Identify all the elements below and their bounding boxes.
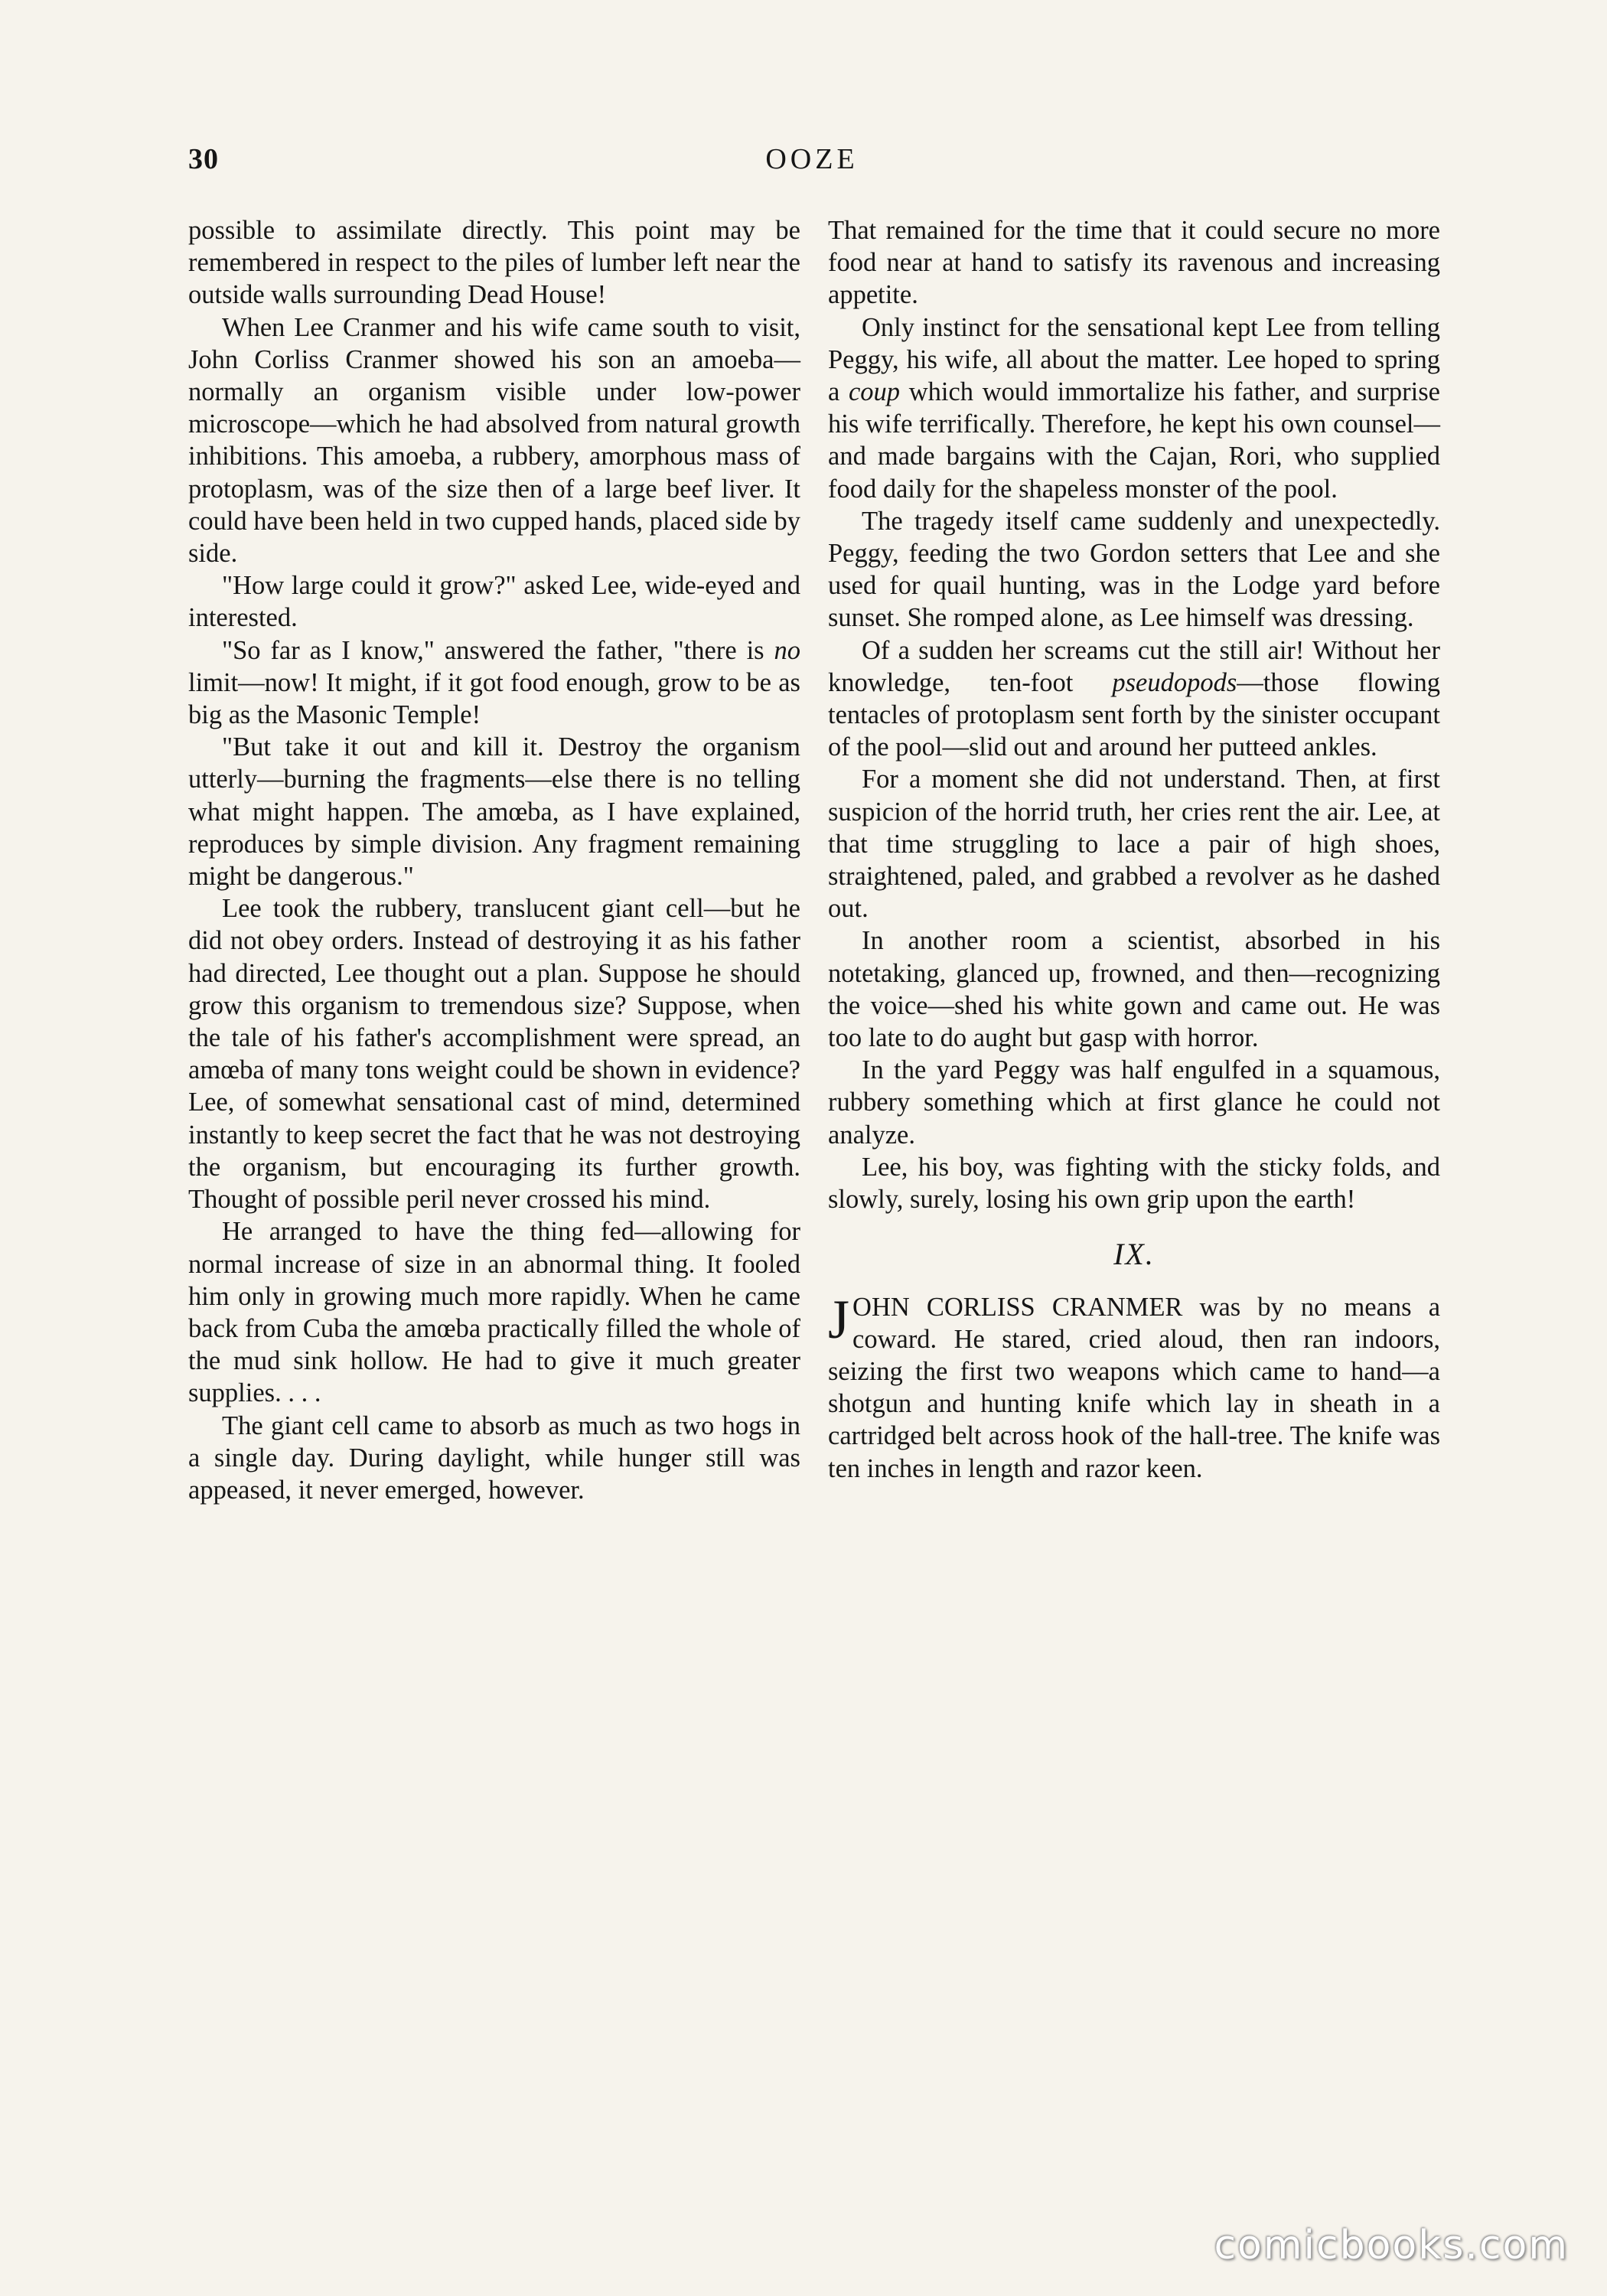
left-paragraph-1: possible to assimilate directly. This point may be remembered in respect to the piles of lumber left near the outside walls surrounding Dead House! xyxy=(188,216,800,310)
right-paragraph-4-text-b: —those flowing tentacles of protoplasm sent forth by the sinister occupant of the pool—slid out and around her putteed ankles. xyxy=(828,667,1440,762)
page-number: 30 xyxy=(188,143,219,175)
right-paragraph-2-text-b: which would immortalize his father, and surprise his wife terrifically. Therefore, he kept his own counsel—and made bargains with the Cajan, Rori, who supplied food daily for the shapeless monster of the pool. xyxy=(828,377,1440,504)
right-paragraph-3: The tragedy itself came suddenly and unexpectedly. Peggy, feeding the two Gordon setters that Lee and she used for quail hunting, was in the Lodge yard before sunset. She romped alone, as Lee himself was dressing. xyxy=(828,506,1440,633)
left-paragraph-4-emphasis: no xyxy=(774,635,800,665)
left-paragraph-7: He arranged to have the thing fed—allowing for normal increase of size in an abnormal thing. It fooled him only in growing much more rapidly. When he came back from Cuba the amœba practically filled the whole of the mud sink hollow. He had to give it much greater supplies. . . . xyxy=(188,1217,800,1408)
left-paragraph-6: Lee took the rubbery, translucent giant cell—but he did not obey orders. Instead of destroying it as his father had directed, Lee thought out a plan. Suppose he should grow this organism to tremendous size? Suppose, when the tale of his father's accomplishment were spread, an amœba of many tons weight could be shown in evidence? Lee, of somewhat sensational cast of mind, determined instantly to keep secret the fact that he was not destroying the organism, but encouraging its further growth. Thought of possible peril never crossed his mind. xyxy=(188,894,800,1215)
right-paragraph-2-emphasis: coup xyxy=(848,377,901,407)
right-column xyxy=(828,214,1440,1485)
right-paragraph-8: Lee, his boy, was fighting with the sticky folds, and slowly, surely, losing his own grip upon the earth! xyxy=(828,1152,1440,1215)
right-paragraph-1: That remained for the time that it could secure no more food near at hand to satisfy its ravenous and increasing appetite. xyxy=(828,216,1440,310)
drop-cap: J xyxy=(828,1288,850,1350)
page-header xyxy=(188,142,1436,188)
left-paragraph-2: When Lee Cranmer and his wife came south to visit, John Corliss Cranmer showed his son an amoeba—normally an organism visible under low-power microscope—which he had absolved from natural growth inhibitions. This amoeba, a rubbery, amorphous mass of protoplasm, was of the size then of a large beef liver. It could have been held in two cupped hands, placed side by side. xyxy=(188,312,800,569)
right-paragraph-2-text-a: Only instinct for the sensational kept Lee from telling Peggy, his wife, all about the matter. Lee hoped to spring a xyxy=(828,312,1440,407)
left-paragraph-4 xyxy=(188,634,800,732)
left-paragraph-4-text-b: limit—now! It might, if it got food enough, grow to be as big as the Masonic Temple! xyxy=(188,667,800,730)
opening-paragraph-text: was by no means a coward. He stared, cried aloud, then ran indoors, seizing the first two weapons which came to hand—a shotgun and hunting knife which lay in sheath in a cartridged belt across hook of the hall-tree. The knife was ten inches in length and razor keen. xyxy=(828,1292,1441,1483)
right-paragraph-4-emphasis: pseudopods xyxy=(1112,667,1237,697)
watermark: comicbooks.com xyxy=(1214,2223,1569,2268)
chapter-opening-paragraph xyxy=(828,1288,1441,1485)
right-paragraph-6: In another room a scientist, absorbed in his notetaking, glanced up, frowned, and then—recognizing the voice—shed his white gown and came out. He was too late to do aught but gasp with horror. xyxy=(828,926,1440,1053)
left-column xyxy=(188,214,800,1506)
left-paragraph-8: The giant cell came to absorb as much as two hogs in a single day. During daylight, while hunger still was appeased, it never emerged, however. xyxy=(188,1411,800,1505)
right-paragraph-7: In the yard Peggy was half engulfed in a squamous, rubbery something which at first glance he could not analyze. xyxy=(828,1055,1440,1150)
left-paragraph-5: "But take it out and kill it. Destroy the organism utterly—burning the fragments—else there is no telling what might happen. The amœba, as I have explained, reproduces by simple division. Any fragment remaining might be dangerous." xyxy=(188,732,800,892)
right-paragraph-2 xyxy=(828,311,1440,505)
left-paragraph-3: "How large could it grow?" asked Lee, wide-eyed and interested. xyxy=(188,571,800,633)
section-heading: IX. xyxy=(1113,1237,1155,1272)
right-paragraph-5: For a moment she did not understand. Then, at first suspicion of the horrid truth, her cries rent the air. Lee, at that time struggling to lace a pair of high shoes, straightened, paled, and grabbed a revolver as he dashed out. xyxy=(828,765,1440,924)
opening-small-caps: OHN CORLISS CRANMER xyxy=(852,1292,1183,1322)
right-paragraph-4-text-a: Of a sudden her screams cut the still air! Without her knowledge, ten-foot xyxy=(828,635,1440,697)
left-paragraph-4-text-a: "So far as I know," answered the father, "there is xyxy=(222,635,774,665)
right-paragraph-4 xyxy=(828,634,1440,764)
running-title: OOZE xyxy=(765,143,859,175)
